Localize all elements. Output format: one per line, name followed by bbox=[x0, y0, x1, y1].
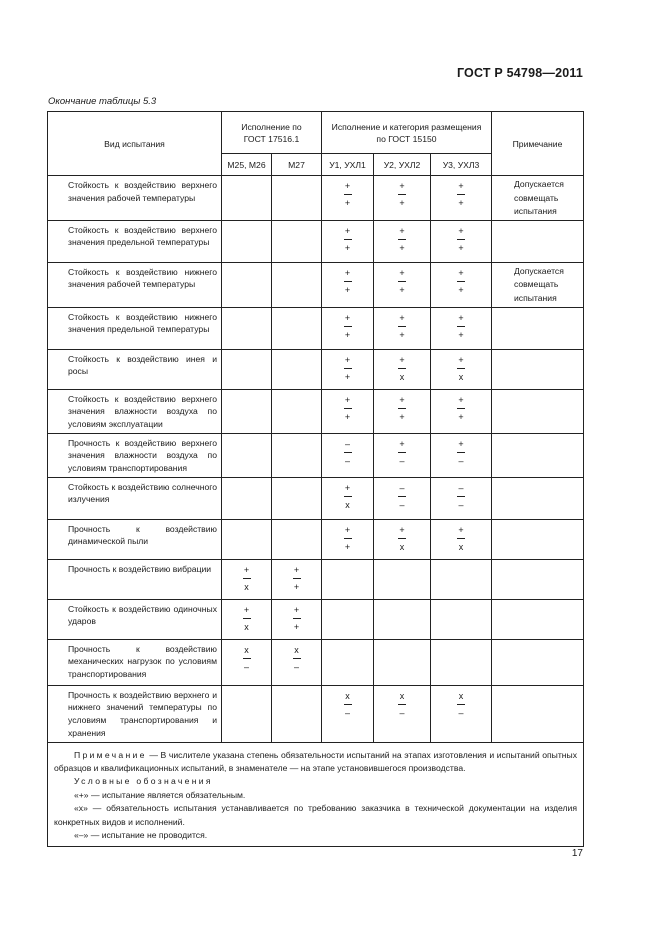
table-row bbox=[48, 433, 584, 477]
numerator: + bbox=[344, 312, 351, 323]
fraction-bar bbox=[344, 452, 352, 453]
fraction-bar bbox=[457, 281, 465, 282]
page-number: 17 bbox=[571, 848, 583, 859]
note-cell bbox=[492, 519, 584, 559]
denominator: – bbox=[399, 455, 405, 466]
note-cell bbox=[492, 349, 584, 389]
fraction bbox=[431, 439, 491, 467]
numerator: + bbox=[458, 267, 464, 278]
denominator: + bbox=[344, 371, 351, 382]
fraction bbox=[222, 605, 271, 633]
numerator: х bbox=[244, 644, 249, 655]
fraction bbox=[374, 181, 430, 209]
mark-cell bbox=[272, 519, 322, 559]
denominator: + bbox=[344, 242, 351, 253]
fraction-bar bbox=[243, 658, 251, 659]
mark-cell bbox=[374, 349, 431, 389]
mark-cell bbox=[222, 599, 272, 639]
numerator: х bbox=[345, 690, 350, 701]
subheader: У2, УХЛ2 bbox=[374, 154, 431, 176]
mark-cell bbox=[222, 559, 272, 599]
fraction bbox=[374, 313, 430, 341]
denominator: + bbox=[399, 284, 405, 295]
denominator: + bbox=[458, 284, 464, 295]
denominator: х bbox=[399, 541, 405, 552]
denominator: – bbox=[344, 455, 350, 466]
mark-cell bbox=[322, 389, 374, 433]
fraction bbox=[431, 355, 491, 383]
legend-title: Условные обозначения bbox=[74, 776, 213, 787]
table-row bbox=[48, 389, 584, 433]
mark-cell bbox=[431, 477, 492, 519]
fraction bbox=[322, 355, 373, 383]
numerator: + bbox=[293, 604, 300, 615]
fraction bbox=[374, 355, 430, 383]
numerator: + bbox=[344, 225, 351, 236]
fraction-bar bbox=[293, 578, 301, 579]
mark-cell bbox=[272, 307, 322, 349]
fraction bbox=[374, 439, 430, 467]
note-cell: Допускается совмещать испытания bbox=[492, 176, 584, 221]
test-name: Стойкость к воздействию инея и росы bbox=[48, 349, 222, 389]
numerator: + bbox=[458, 438, 464, 449]
fraction bbox=[431, 691, 491, 719]
mark-cell bbox=[374, 433, 431, 477]
denominator: + bbox=[458, 411, 464, 422]
numerator: + bbox=[399, 438, 405, 449]
denominator: + bbox=[399, 411, 405, 422]
mark-cell bbox=[374, 519, 431, 559]
denominator: – bbox=[458, 455, 464, 466]
fraction-bar bbox=[344, 368, 352, 369]
mark-cell bbox=[374, 176, 431, 221]
fraction-bar bbox=[457, 408, 465, 409]
fraction-bar bbox=[457, 538, 465, 539]
fraction bbox=[272, 605, 321, 633]
mark-cell bbox=[222, 389, 272, 433]
denominator: + bbox=[344, 329, 351, 340]
fraction-bar bbox=[344, 194, 352, 195]
numerator: + bbox=[344, 524, 351, 535]
numerator: + bbox=[243, 604, 250, 615]
numerator: х bbox=[458, 690, 464, 701]
fraction bbox=[322, 395, 373, 423]
note-cell bbox=[492, 433, 584, 477]
table-row bbox=[48, 220, 584, 262]
table-footnote bbox=[48, 742, 584, 847]
fraction bbox=[322, 226, 373, 254]
mark-cell bbox=[272, 176, 322, 221]
numerator: + bbox=[344, 267, 351, 278]
denominator: – bbox=[458, 499, 464, 510]
test-name: Стойкость к воздействию нижнего значения рабочей температуры bbox=[48, 262, 222, 307]
mark-cell bbox=[322, 559, 374, 599]
denominator: + bbox=[458, 198, 464, 208]
fraction-bar bbox=[344, 239, 352, 240]
fraction bbox=[322, 691, 373, 719]
tests-table bbox=[47, 111, 584, 847]
fraction bbox=[431, 268, 491, 296]
fraction bbox=[322, 525, 373, 553]
mark-cell bbox=[431, 599, 492, 639]
fraction bbox=[374, 395, 430, 423]
denominator: + bbox=[458, 242, 464, 253]
numerator: + bbox=[399, 524, 405, 535]
note-cell: Допускается совмещать испытания bbox=[492, 262, 584, 307]
fraction-bar bbox=[398, 704, 406, 705]
mark-cell bbox=[222, 220, 272, 262]
table-row bbox=[48, 599, 584, 639]
fraction bbox=[272, 565, 321, 593]
mark-cell bbox=[374, 307, 431, 349]
mark-cell bbox=[272, 599, 322, 639]
numerator: + bbox=[458, 312, 464, 323]
fraction-bar bbox=[457, 194, 465, 195]
table-caption: Окончание таблицы 5.3 bbox=[48, 96, 157, 107]
subheader: М25, М26 bbox=[222, 154, 272, 176]
mark-cell bbox=[374, 559, 431, 599]
denominator: – bbox=[458, 707, 464, 718]
note-cell bbox=[492, 559, 584, 599]
mark-cell bbox=[222, 433, 272, 477]
mark-cell bbox=[272, 262, 322, 307]
numerator: + bbox=[293, 564, 300, 575]
fraction bbox=[431, 395, 491, 423]
note-cell bbox=[492, 220, 584, 262]
numerator: + bbox=[458, 524, 464, 535]
fraction-bar bbox=[398, 326, 406, 327]
fraction bbox=[322, 483, 373, 511]
numerator: + bbox=[344, 394, 351, 405]
table-row bbox=[48, 639, 584, 685]
mark-cell bbox=[374, 639, 431, 685]
mark-cell bbox=[272, 639, 322, 685]
mark-cell bbox=[431, 262, 492, 307]
table-row bbox=[48, 685, 584, 742]
mark-cell bbox=[272, 477, 322, 519]
mark-cell bbox=[322, 599, 374, 639]
numerator: + bbox=[458, 225, 464, 236]
denominator: – bbox=[344, 707, 350, 718]
numerator: – bbox=[458, 482, 464, 493]
mark-cell bbox=[431, 433, 492, 477]
mark-cell bbox=[374, 262, 431, 307]
fraction bbox=[374, 525, 430, 553]
table-row bbox=[48, 349, 584, 389]
fraction-bar bbox=[344, 704, 352, 705]
denominator: + bbox=[399, 242, 405, 253]
test-name: Стойкость к воздействию нижнего значения предельной температуры bbox=[48, 307, 222, 349]
mark-cell bbox=[322, 176, 374, 221]
mark-cell bbox=[322, 519, 374, 559]
numerator: х bbox=[294, 644, 299, 655]
fraction bbox=[322, 181, 373, 209]
mark-cell bbox=[222, 307, 272, 349]
mark-cell bbox=[222, 685, 272, 742]
test-name: Стойкость к воздействию одиночных ударов bbox=[48, 599, 222, 639]
denominator: х bbox=[244, 581, 249, 592]
fraction bbox=[431, 313, 491, 341]
numerator: – bbox=[344, 438, 350, 449]
fraction-bar bbox=[457, 704, 465, 705]
mark-cell bbox=[431, 176, 492, 221]
mark-cell bbox=[322, 220, 374, 262]
test-name: Стойкость к воздействию верхнего значения предельной температуры bbox=[48, 220, 222, 262]
fraction-bar bbox=[457, 452, 465, 453]
mark-cell bbox=[374, 220, 431, 262]
fraction bbox=[431, 226, 491, 254]
mark-cell bbox=[431, 559, 492, 599]
fraction-bar bbox=[457, 326, 465, 327]
test-name: Прочность к воздействию верхнего и нижнего значений температуры по условиям транспортирования и хранения bbox=[48, 685, 222, 742]
mark-cell bbox=[322, 477, 374, 519]
standard-number: ГОСТ Р 54798—2011 bbox=[456, 66, 583, 80]
denominator: + bbox=[293, 581, 300, 592]
mark-cell bbox=[322, 307, 374, 349]
numerator: + bbox=[344, 482, 351, 493]
fraction bbox=[431, 181, 491, 209]
test-name: Прочность к воздействию вибрации bbox=[48, 559, 222, 599]
legend-x: «х» — обязательность испытания устанавливается по требованию заказчика в технической документации на изделия конкретных видов и исполнений. bbox=[54, 803, 577, 827]
test-name: Стойкость к воздействию верхнего значения рабочей температуры bbox=[48, 176, 222, 221]
fraction bbox=[322, 313, 373, 341]
subheader: У3, УХЛ3 bbox=[431, 154, 492, 176]
note-cell bbox=[492, 307, 584, 349]
fraction-bar bbox=[398, 194, 406, 195]
fraction bbox=[272, 645, 321, 673]
mark-cell bbox=[272, 433, 322, 477]
denominator: + bbox=[344, 284, 351, 295]
mark-cell bbox=[222, 349, 272, 389]
note-cell bbox=[492, 685, 584, 742]
header-placement: Исполнение и категория размещения по ГОСТ 15150 bbox=[322, 112, 492, 154]
fraction bbox=[374, 691, 430, 719]
numerator: + bbox=[344, 181, 351, 191]
table-row bbox=[48, 477, 584, 519]
table-row bbox=[48, 519, 584, 559]
fraction-bar bbox=[398, 368, 406, 369]
subheader: У1, УХЛ1 bbox=[322, 154, 374, 176]
fraction-bar bbox=[344, 496, 352, 497]
table-row bbox=[48, 262, 584, 307]
mark-cell bbox=[431, 685, 492, 742]
fraction bbox=[222, 565, 271, 593]
fraction bbox=[431, 525, 491, 553]
fraction-bar bbox=[344, 326, 352, 327]
numerator: + bbox=[344, 354, 351, 365]
fraction bbox=[322, 439, 373, 467]
mark-cell bbox=[322, 262, 374, 307]
fraction-bar bbox=[398, 239, 406, 240]
denominator: х bbox=[458, 371, 464, 382]
mark-cell bbox=[222, 262, 272, 307]
numerator: + bbox=[458, 354, 464, 365]
note-cell bbox=[492, 639, 584, 685]
table-row bbox=[48, 559, 584, 599]
subheader: М27 bbox=[272, 154, 322, 176]
mark-cell bbox=[322, 433, 374, 477]
numerator: + bbox=[399, 394, 405, 405]
note-label: Примечание bbox=[74, 749, 147, 760]
test-name: Прочность к воздействию динамической пыли bbox=[48, 519, 222, 559]
fraction-bar bbox=[398, 538, 406, 539]
fraction-bar bbox=[344, 538, 352, 539]
denominator: х bbox=[345, 499, 350, 510]
numerator: + bbox=[399, 312, 405, 323]
table-row bbox=[48, 307, 584, 349]
fraction-bar bbox=[344, 281, 352, 282]
numerator: + bbox=[399, 225, 405, 236]
mark-cell bbox=[322, 349, 374, 389]
mark-cell bbox=[272, 349, 322, 389]
fraction-bar bbox=[344, 408, 352, 409]
mark-cell bbox=[374, 599, 431, 639]
header-note: Примечание bbox=[492, 112, 584, 176]
denominator: х bbox=[399, 371, 405, 382]
numerator: + bbox=[458, 181, 464, 191]
numerator: – bbox=[399, 482, 405, 493]
mark-cell bbox=[222, 477, 272, 519]
mark-cell bbox=[374, 477, 431, 519]
header-execution: Исполнение по ГОСТ 17516.1 bbox=[222, 112, 322, 154]
fraction-bar bbox=[398, 452, 406, 453]
mark-cell bbox=[431, 220, 492, 262]
mark-cell bbox=[322, 685, 374, 742]
mark-cell bbox=[222, 176, 272, 221]
mark-cell bbox=[322, 639, 374, 685]
denominator: – bbox=[399, 707, 405, 718]
numerator: + bbox=[399, 267, 405, 278]
fraction-bar bbox=[398, 281, 406, 282]
denominator: + bbox=[458, 329, 464, 340]
fraction bbox=[374, 483, 430, 511]
mark-cell bbox=[431, 639, 492, 685]
mark-cell bbox=[222, 519, 272, 559]
test-name: Прочность к воздействию верхнего значения влажности воздуха по условиям транспортирования bbox=[48, 433, 222, 477]
fraction-bar bbox=[243, 578, 251, 579]
denominator: х bbox=[244, 621, 249, 632]
mark-cell bbox=[431, 389, 492, 433]
mark-cell bbox=[374, 685, 431, 742]
denominator: – bbox=[243, 661, 249, 672]
denominator: + bbox=[344, 198, 351, 208]
test-name: Прочность к воздействию механических нагрузок по условиям транспортирования bbox=[48, 639, 222, 685]
denominator: – bbox=[293, 661, 299, 672]
header-test-type: Вид испытания bbox=[48, 112, 222, 176]
note-text: — В числителе указана степень обязательности испытаний на этапах изготовления и испытаний опытных образцов и квалификационных испытаний, в знаменателе — на этапе установившегося производства. bbox=[54, 749, 577, 773]
denominator: + bbox=[344, 541, 351, 552]
fraction-bar bbox=[293, 658, 301, 659]
legend-minus: «–» — испытание не проводится. bbox=[74, 830, 208, 841]
denominator: + bbox=[344, 411, 351, 422]
numerator: + bbox=[458, 394, 464, 405]
test-name: Стойкость к воздействию солнечного излучения bbox=[48, 477, 222, 519]
mark-cell bbox=[431, 307, 492, 349]
denominator: + bbox=[293, 621, 300, 632]
mark-cell bbox=[431, 519, 492, 559]
mark-cell bbox=[272, 685, 322, 742]
fraction-bar bbox=[457, 496, 465, 497]
fraction bbox=[374, 226, 430, 254]
denominator: х bbox=[458, 541, 464, 552]
fraction-bar bbox=[398, 408, 406, 409]
denominator: + bbox=[399, 198, 405, 208]
denominator: – bbox=[399, 499, 405, 510]
fraction bbox=[322, 268, 373, 296]
legend-plus: «+» — испытание является обязательным. bbox=[74, 789, 246, 800]
mark-cell bbox=[272, 559, 322, 599]
fraction-bar bbox=[243, 618, 251, 619]
table-row bbox=[48, 176, 584, 221]
note-cell bbox=[492, 477, 584, 519]
fraction-bar bbox=[398, 496, 406, 497]
note-cell bbox=[492, 389, 584, 433]
test-name: Стойкость к воздействию верхнего значения влажности воздуха по условиям эксплуатации bbox=[48, 389, 222, 433]
note-cell bbox=[492, 599, 584, 639]
mark-cell bbox=[272, 389, 322, 433]
fraction bbox=[431, 483, 491, 511]
fraction-bar bbox=[293, 618, 301, 619]
fraction bbox=[222, 645, 271, 673]
mark-cell bbox=[431, 349, 492, 389]
fraction bbox=[374, 268, 430, 296]
numerator: + bbox=[243, 564, 250, 575]
numerator: + bbox=[399, 181, 405, 191]
mark-cell bbox=[272, 220, 322, 262]
denominator: + bbox=[399, 329, 405, 340]
fraction-bar bbox=[457, 368, 465, 369]
mark-cell bbox=[222, 639, 272, 685]
numerator: х bbox=[399, 690, 405, 701]
numerator: + bbox=[399, 354, 405, 365]
fraction-bar bbox=[457, 239, 465, 240]
mark-cell bbox=[374, 389, 431, 433]
